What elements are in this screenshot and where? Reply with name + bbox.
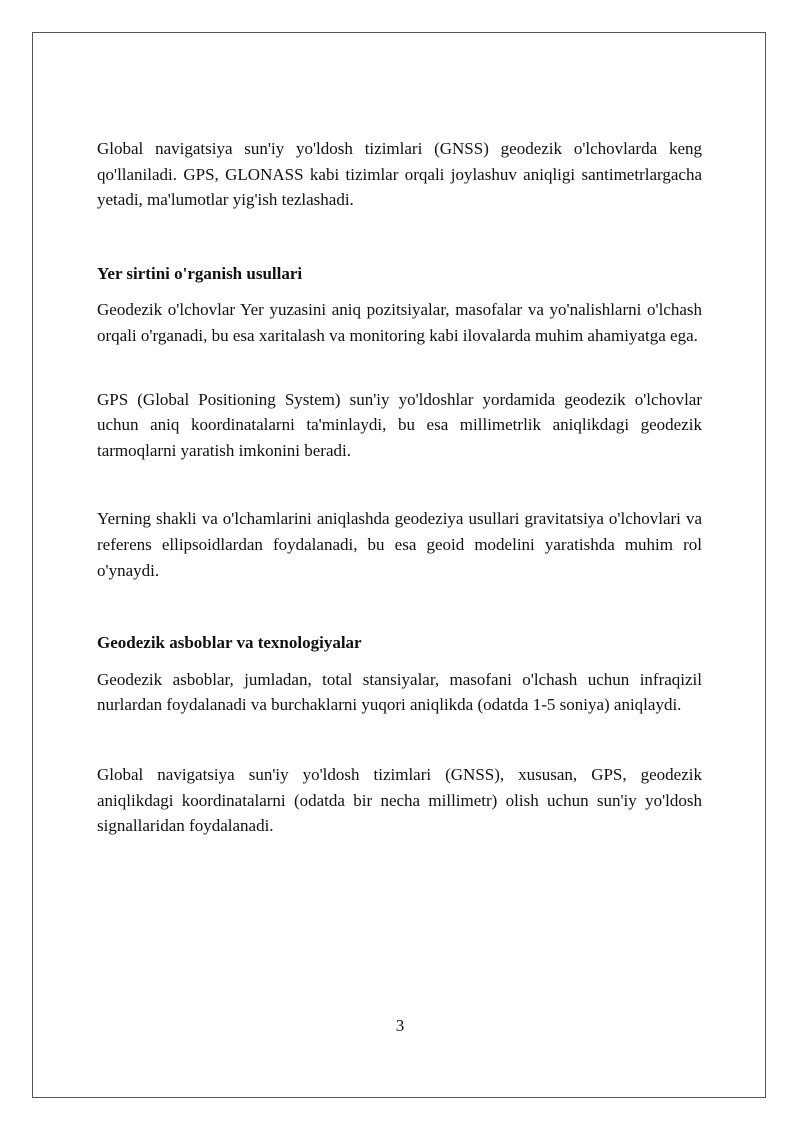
paragraph-gnss-signals: Global navigatsiya sun'iy yo'ldosh tizimlari (GNSS), xususan, GPS, geodezik aniqlikdagi koordinatalarni (odatda bir necha millimetr) olish uchun sun'iy yo'ldosh signallaridan foydalanadi. (97, 764, 702, 836)
document-body (97, 136, 702, 839)
page-number: 3 (395, 1016, 405, 1035)
paragraph-total-stations: Geodezik asboblar, jumladan, total stansiyalar, masofani o'lchash uchun infraqizil nurlardan foydalanadi va burchaklarni yuqori aniqlikda (odatda 1-5 soniya) aniqlaydi. (97, 669, 702, 715)
paragraph-geodetic-measurements: Geodezik o'lchovlar Yer yuzasini aniq pozitsiyalar, masofalar va yo'nalishlarni o'lchash orqali o'rganadi, bu esa xaritalash va monitoring kabi ilovalarda muhim ahamiyatga ega. (97, 300, 702, 345)
paragraph-gps: GPS (Global Positioning System) sun'iy yo'ldoshlar yordamida geodezik o'lchovlar uchun aniq koordinatalarni ta'minlaydi, bu esa millimetrlik aniqlikdagi geodezik tarmoqlarni yaratish imkonini beradi. (97, 389, 702, 460)
section-heading-earth-surface: Yer sirtini o'rganish usullari (97, 263, 303, 283)
section-heading-instruments: Geodezik asboblar va texnologiyalar (97, 633, 362, 653)
paragraph-gnss-intro: Global navigatsiya sun'iy yo'ldosh tizimlari (GNSS) geodezik o'lchovlarda keng qo'llaniladi. GPS, GLONASS kabi tizimlar orqali joylashuv aniqligi santimetrlargacha yetadi, ma'lumotlar yig'ish tezlashadi. (97, 139, 702, 210)
paragraph-earth-shape: Yerning shakli va o'lchamlarini aniqlashda geodeziya usullari gravitatsiya o'lchovlari va referens ellipsoidlardan foydalanadi, bu esa geoid modelini yaratishda muhim rol o'ynaydi. (97, 509, 702, 580)
